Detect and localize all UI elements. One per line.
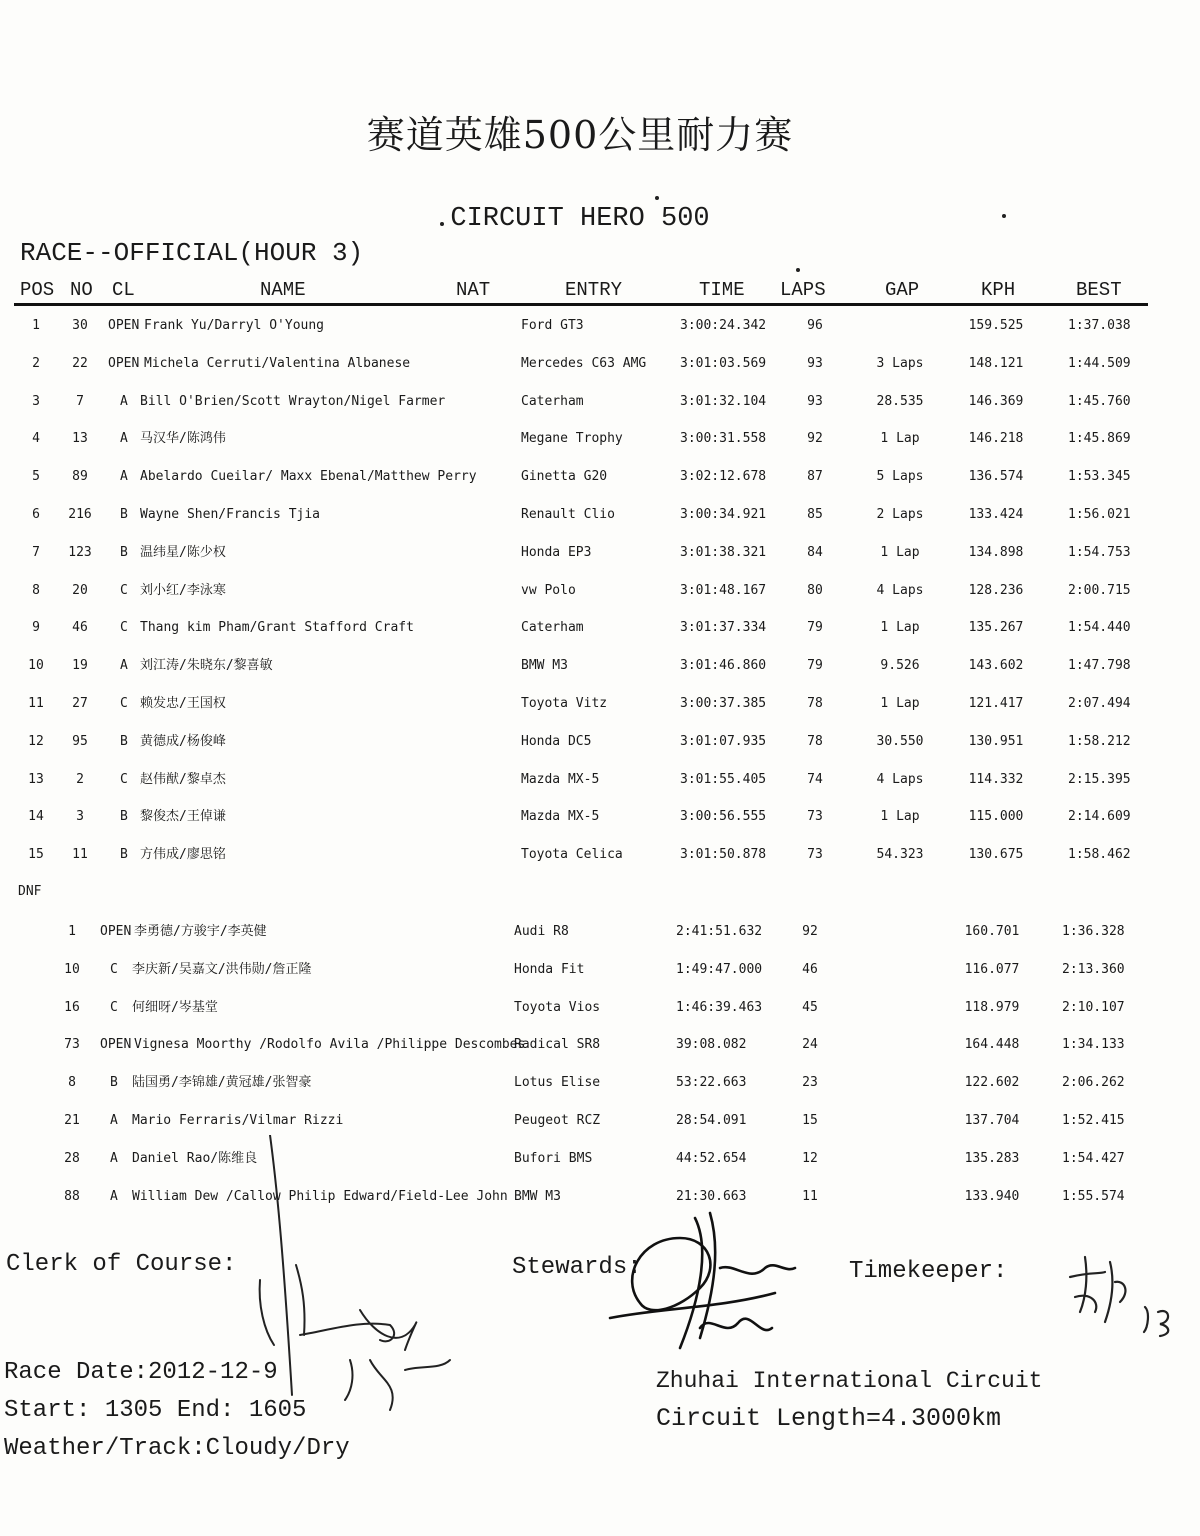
- weather-track: Weather/Track:Cloudy/Dry: [4, 1435, 350, 1462]
- cell-cl: C: [120, 620, 128, 636]
- cell-kph: 133.424: [968, 507, 1024, 522]
- cell-kph: 164.448: [964, 1037, 1020, 1053]
- cell-time: 3:01:32.104: [680, 393, 767, 409]
- cell-cl: A: [120, 393, 128, 409]
- cell-time: 3:00:24.342: [680, 318, 767, 333]
- cell-kph: 135.267: [968, 620, 1024, 636]
- clerk-of-course-label: Clerk of Course:: [6, 1251, 237, 1278]
- table-row: [0, 847, 1200, 867]
- cell-laps: 79: [807, 620, 823, 636]
- cell-entry: BMW M3: [521, 658, 568, 674]
- cell-best: 1:36.328: [1062, 924, 1125, 939]
- cell-time: 3:01:38.321: [680, 544, 767, 560]
- cell-kph: 146.218: [968, 431, 1024, 447]
- cell-cl: C: [110, 999, 118, 1015]
- cell-cl: C: [110, 961, 118, 977]
- cell-laps: 80: [807, 582, 823, 598]
- cell-no: 10: [64, 961, 80, 977]
- cell-entry: Toyota Vios: [514, 999, 601, 1015]
- cell-laps: 23: [802, 1075, 818, 1091]
- cell-name: Wayne Shen/Francis Tjia: [140, 507, 321, 522]
- col-gap: GAP: [885, 279, 920, 301]
- timekeeper-signature: [1060, 1252, 1200, 1342]
- cell-best: 1:52.415: [1062, 1113, 1125, 1128]
- cell-laps: 24: [802, 1037, 818, 1053]
- cell-time: 3:01:03.569: [680, 355, 767, 371]
- cell-cl: A: [120, 469, 128, 485]
- cell-entry: Megane Trophy: [521, 431, 623, 447]
- cell-no: 22: [72, 355, 88, 371]
- cell-time: 28:54.091: [676, 1113, 747, 1128]
- timekeeper-label: Timekeeper:: [849, 1258, 1008, 1285]
- dnf-row: [0, 1151, 1200, 1171]
- cell-kph: 128.236: [968, 582, 1024, 598]
- cell-cl: B: [120, 809, 128, 825]
- col-laps: LAPS: [780, 279, 826, 301]
- dnf-row: [0, 1189, 1200, 1209]
- cell-name: Bill O'Brien/Scott Wrayton/Nigel Farmer: [140, 393, 446, 409]
- cell-no: 21: [64, 1113, 80, 1128]
- cell-laps: 92: [802, 924, 818, 939]
- cell-time: 1:49:47.000: [676, 961, 763, 977]
- cell-kph: 136.574: [968, 469, 1024, 485]
- cell-no: 123: [68, 544, 92, 560]
- cell-entry: Toyota Vitz: [521, 696, 608, 711]
- cell-best: 1:54.427: [1062, 1150, 1125, 1166]
- cell-kph: 121.417: [968, 696, 1024, 711]
- cell-cl: B: [120, 507, 128, 522]
- circuit-name: Zhuhai International Circuit: [656, 1368, 1043, 1394]
- cell-best: 2:14.609: [1068, 809, 1131, 825]
- cell-pos: 1: [32, 318, 40, 333]
- cell-entry: Audi R8: [514, 924, 569, 939]
- cell-no: 19: [72, 658, 88, 674]
- col-best: BEST: [1076, 279, 1122, 301]
- cell-best: 1:58.212: [1068, 733, 1131, 749]
- dnf-row: [0, 1113, 1200, 1133]
- col-time: TIME: [699, 279, 745, 301]
- cell-pos: 15: [28, 847, 44, 863]
- cell-time: 3:02:12.678: [680, 469, 767, 485]
- cell-entry: Toyota Celica: [521, 847, 623, 863]
- cell-kph: 116.077: [964, 961, 1020, 977]
- cell-best: 1:54.440: [1068, 620, 1131, 636]
- cell-name: 黎俊杰/王倬谦: [140, 809, 226, 825]
- cell-no: 16: [64, 999, 80, 1015]
- cell-kph: 115.000: [968, 809, 1024, 825]
- cell-entry: Bufori BMS: [514, 1150, 593, 1166]
- table-row: [0, 772, 1200, 792]
- scan-speck: [440, 222, 444, 226]
- cell-best: 1:55.574: [1062, 1188, 1125, 1204]
- cell-time: 3:01:50.878: [680, 847, 767, 863]
- cell-pos: 11: [28, 696, 44, 711]
- cell-laps: 78: [807, 696, 823, 711]
- start-end-time: Start: 1305 End: 1605: [4, 1397, 307, 1424]
- col-entry: ENTRY: [565, 279, 623, 301]
- table-row: [0, 734, 1200, 754]
- table-row: [0, 356, 1200, 376]
- cell-kph: 130.951: [968, 733, 1024, 749]
- col-nat: NAT: [456, 279, 491, 301]
- cell-laps: 93: [807, 355, 823, 371]
- cell-kph: 146.369: [968, 393, 1024, 409]
- clerk-signature: [240, 1135, 470, 1415]
- cell-cl: OPEN: [108, 318, 140, 333]
- cell-pos: 4: [32, 431, 40, 447]
- cell-no: 216: [68, 507, 92, 522]
- cell-cl: C: [120, 696, 128, 711]
- cell-time: 44:52.654: [676, 1150, 747, 1166]
- cell-cl: A: [110, 1188, 118, 1204]
- cell-laps: 84: [807, 544, 823, 560]
- table-row: [0, 545, 1200, 565]
- table-row: [0, 809, 1200, 829]
- cell-name: Daniel Rao/陈维良: [132, 1150, 258, 1166]
- col-no: NO: [70, 279, 93, 301]
- cell-gap: 54.323: [876, 847, 924, 863]
- cell-kph: 159.525: [968, 318, 1024, 333]
- cell-cl: B: [120, 544, 128, 560]
- document-title-english: CIRCUIT HERO 500: [450, 204, 710, 234]
- cell-no: 20: [72, 582, 88, 598]
- cell-cl: OPEN: [100, 1037, 132, 1053]
- cell-time: 21:30.663: [676, 1188, 747, 1204]
- table-row: [0, 696, 1200, 716]
- cell-kph: 137.704: [964, 1113, 1020, 1128]
- cell-time: 3:00:56.555: [680, 809, 767, 825]
- cell-kph: 133.940: [964, 1188, 1020, 1204]
- cell-no: 2: [76, 771, 84, 787]
- cell-best: 2:00.715: [1068, 582, 1131, 598]
- cell-best: 1:34.133: [1062, 1037, 1125, 1053]
- cell-gap: 1 Lap: [880, 544, 920, 560]
- cell-no: 27: [72, 696, 88, 711]
- cell-best: 1:56.021: [1068, 507, 1131, 522]
- cell-entry: Peugeot RCZ: [514, 1113, 601, 1128]
- scan-speck: [796, 268, 800, 272]
- cell-laps: 15: [802, 1113, 818, 1128]
- cell-pos: 10: [28, 658, 44, 674]
- cell-laps: 87: [807, 469, 823, 485]
- cell-time: 3:01:07.935: [680, 733, 767, 749]
- cell-time: 3:00:37.385: [680, 696, 767, 711]
- cell-laps: 79: [807, 658, 823, 674]
- cell-laps: 11: [802, 1188, 818, 1204]
- cell-best: 1:45.869: [1068, 431, 1131, 447]
- cell-time: 1:46:39.463: [676, 999, 763, 1015]
- cell-no: 46: [72, 620, 88, 636]
- cell-name: 马汉华/陈鸿伟: [140, 431, 226, 447]
- dnf-row: [0, 1000, 1200, 1020]
- cell-kph: 118.979: [964, 999, 1020, 1015]
- cell-name: 赵伟猷/黎卓杰: [140, 771, 226, 787]
- cell-cl: A: [120, 658, 128, 674]
- cell-name: William Dew /Callow Philip Edward/Field-Lee John: [132, 1188, 508, 1204]
- cell-laps: 78: [807, 733, 823, 749]
- cell-best: 2:06.262: [1062, 1075, 1125, 1091]
- cell-best: 1:45.760: [1068, 393, 1131, 409]
- cell-best: 1:37.038: [1068, 318, 1131, 333]
- dnf-row: [0, 962, 1200, 982]
- cell-name: Abelardo Cueilar/ Maxx Ebenal/Matthew Perry: [140, 469, 477, 485]
- cell-best: 2:10.107: [1062, 999, 1125, 1015]
- table-row: [0, 620, 1200, 640]
- table-row: [0, 318, 1200, 338]
- cell-pos: 2: [32, 355, 40, 371]
- table-row: [0, 469, 1200, 489]
- table-row: [0, 431, 1200, 451]
- cell-time: 53:22.663: [676, 1075, 747, 1091]
- cell-laps: 93: [807, 393, 823, 409]
- cell-kph: 143.602: [968, 658, 1024, 674]
- cell-gap: 30.550: [876, 733, 924, 749]
- cell-time: 2:41:51.632: [676, 924, 763, 939]
- cell-cl: A: [120, 431, 128, 447]
- cell-kph: 130.675: [968, 847, 1024, 863]
- cell-no: 7: [76, 393, 84, 409]
- cell-pos: 13: [28, 771, 44, 787]
- cell-no: 1: [68, 924, 76, 939]
- cell-no: 8: [68, 1075, 76, 1091]
- cell-entry: Radical SR8: [514, 1037, 601, 1053]
- cell-cl: OPEN: [100, 924, 132, 939]
- cell-gap: 2 Laps: [876, 507, 924, 522]
- cell-pos: 7: [32, 544, 40, 560]
- document-title-chinese: 赛道英雄500公里耐力赛: [366, 113, 794, 157]
- cell-entry: Renault Clio: [521, 507, 615, 522]
- cell-time: 3:01:55.405: [680, 771, 767, 787]
- cell-pos: 9: [32, 620, 40, 636]
- cell-name: 赖发忠/王国权: [140, 696, 226, 711]
- cell-gap: 9.526: [880, 658, 920, 674]
- cell-no: 13: [72, 431, 88, 447]
- cell-pos: 8: [32, 582, 40, 598]
- scan-speck: [1002, 214, 1006, 218]
- cell-pos: 6: [32, 507, 40, 522]
- cell-no: 73: [64, 1037, 80, 1053]
- cell-laps: 73: [807, 847, 823, 863]
- cell-gap: 1 Lap: [880, 620, 920, 636]
- cell-no: 11: [72, 847, 88, 863]
- cell-name: Michela Cerruti/Valentina Albanese: [144, 355, 411, 371]
- cell-gap: 28.535: [876, 393, 924, 409]
- cell-best: 1:58.462: [1068, 847, 1131, 863]
- cell-name: Frank Yu/Darryl O'Young: [144, 318, 325, 333]
- table-row: [0, 507, 1200, 527]
- cell-laps: 73: [807, 809, 823, 825]
- cell-laps: 12: [802, 1150, 818, 1166]
- scan-speck: [655, 196, 659, 200]
- cell-name: 温纬星/陈少权: [140, 544, 226, 560]
- cell-time: 39:08.082: [676, 1037, 747, 1053]
- cell-cl: B: [120, 733, 128, 749]
- cell-pos: 14: [28, 809, 44, 825]
- cell-gap: 1 Lap: [880, 431, 920, 447]
- cell-best: 2:15.395: [1068, 771, 1131, 787]
- col-name: NAME: [260, 279, 306, 301]
- cell-laps: 45: [802, 999, 818, 1015]
- cell-pos: 12: [28, 733, 44, 749]
- table-row: [0, 583, 1200, 603]
- cell-name: 陆国勇/李锦雄/黄冠雄/张智豪: [132, 1075, 312, 1091]
- cell-entry: Mazda MX-5: [521, 771, 600, 787]
- cell-entry: Ginetta G20: [521, 469, 608, 485]
- cell-name: 刘江涛/朱晓东/黎喜敏: [140, 658, 273, 674]
- cell-name: 方伟成/廖思铭: [140, 847, 226, 863]
- cell-best: 1:47.798: [1068, 658, 1131, 674]
- stewards-label: Stewards:: [512, 1254, 642, 1281]
- cell-entry: Honda EP3: [521, 544, 592, 560]
- cell-entry: Honda Fit: [514, 961, 585, 977]
- cell-gap: 1 Lap: [880, 809, 920, 825]
- header-rule: [14, 303, 1148, 306]
- cell-kph: 148.121: [968, 355, 1024, 371]
- cell-laps: 96: [807, 318, 823, 333]
- cell-entry: Ford GT3: [521, 318, 584, 333]
- cell-time: 3:00:31.558: [680, 431, 767, 447]
- cell-no: 30: [72, 318, 88, 333]
- cell-entry: BMW M3: [514, 1188, 561, 1204]
- cell-entry: Mercedes C63 AMG: [521, 355, 647, 371]
- col-cl: CL: [112, 279, 135, 301]
- dnf-row: [0, 1075, 1200, 1095]
- cell-best: 1:53.345: [1068, 469, 1131, 485]
- dnf-label: DNF: [18, 884, 42, 899]
- cell-no: 3: [76, 809, 84, 825]
- cell-cl: B: [120, 847, 128, 863]
- col-pos: POS: [20, 279, 55, 301]
- cell-laps: 46: [802, 961, 818, 977]
- cell-kph: 122.602: [964, 1075, 1020, 1091]
- cell-entry: Caterham: [521, 393, 584, 409]
- cell-no: 89: [72, 469, 88, 485]
- cell-cl: B: [110, 1075, 118, 1091]
- cell-no: 95: [72, 733, 88, 749]
- cell-gap: 5 Laps: [876, 469, 924, 485]
- dnf-row: [0, 924, 1200, 944]
- cell-cl: C: [120, 582, 128, 598]
- cell-best: 2:07.494: [1068, 696, 1131, 711]
- cell-time: 3:01:37.334: [680, 620, 767, 636]
- cell-laps: 92: [807, 431, 823, 447]
- cell-best: 2:13.360: [1062, 961, 1125, 977]
- cell-time: 3:00:34.921: [680, 507, 767, 522]
- cell-gap: 1 Lap: [880, 696, 920, 711]
- circuit-length: Circuit Length=4.3000km: [656, 1404, 1002, 1433]
- cell-pos: 5: [32, 469, 40, 485]
- cell-kph: 135.283: [964, 1150, 1020, 1166]
- cell-name: Vignesa Moorthy /Rodolfo Avila /Philippe Descombes: [134, 1037, 526, 1053]
- cell-kph: 134.898: [968, 544, 1024, 560]
- cell-no: 88: [64, 1188, 80, 1204]
- session-title: RACE--OFFICIAL(HOUR 3): [20, 238, 364, 268]
- cell-name: Thang kim Pham/Grant Stafford Craft: [140, 620, 414, 636]
- cell-name: 何细呀/岑基堂: [132, 999, 218, 1015]
- col-kph: KPH: [981, 279, 1016, 301]
- cell-kph: 114.332: [968, 771, 1024, 787]
- cell-no: 28: [64, 1150, 80, 1166]
- cell-name: 李庆新/吴嘉文/洪伟勋/詹正隆: [132, 961, 312, 977]
- cell-cl: A: [110, 1113, 118, 1128]
- cell-cl: A: [110, 1150, 118, 1166]
- cell-entry: Lotus Elise: [514, 1075, 601, 1091]
- table-row: [0, 658, 1200, 678]
- cell-name: 刘小红/李泳寒: [140, 582, 226, 598]
- cell-best: 1:54.753: [1068, 544, 1131, 560]
- cell-name: Mario Ferraris/Vilmar Rizzi: [132, 1113, 344, 1128]
- cell-pos: 3: [32, 393, 40, 409]
- dnf-row: [0, 1037, 1200, 1057]
- cell-cl: OPEN: [108, 355, 140, 371]
- cell-best: 1:44.509: [1068, 355, 1131, 371]
- cell-time: 3:01:46.860: [680, 658, 767, 674]
- cell-entry: vw Polo: [521, 582, 576, 598]
- cell-gap: 4 Laps: [876, 771, 924, 787]
- cell-name: 黄德成/杨俊峰: [140, 733, 226, 749]
- cell-gap: 3 Laps: [876, 355, 924, 371]
- cell-entry: Caterham: [521, 620, 584, 636]
- cell-name: 李勇德/方骏宇/李英健: [134, 924, 267, 939]
- cell-entry: Honda DC5: [521, 733, 592, 749]
- cell-laps: 74: [807, 771, 823, 787]
- cell-kph: 160.701: [964, 924, 1020, 939]
- cell-entry: Mazda MX-5: [521, 809, 600, 825]
- cell-cl: C: [120, 771, 128, 787]
- stewards-signature: [600, 1208, 820, 1358]
- table-row: [0, 394, 1200, 414]
- cell-time: 3:01:48.167: [680, 582, 767, 598]
- cell-gap: 4 Laps: [876, 582, 924, 598]
- race-date: Race Date:2012-12-9: [4, 1359, 278, 1386]
- cell-laps: 85: [807, 507, 823, 522]
